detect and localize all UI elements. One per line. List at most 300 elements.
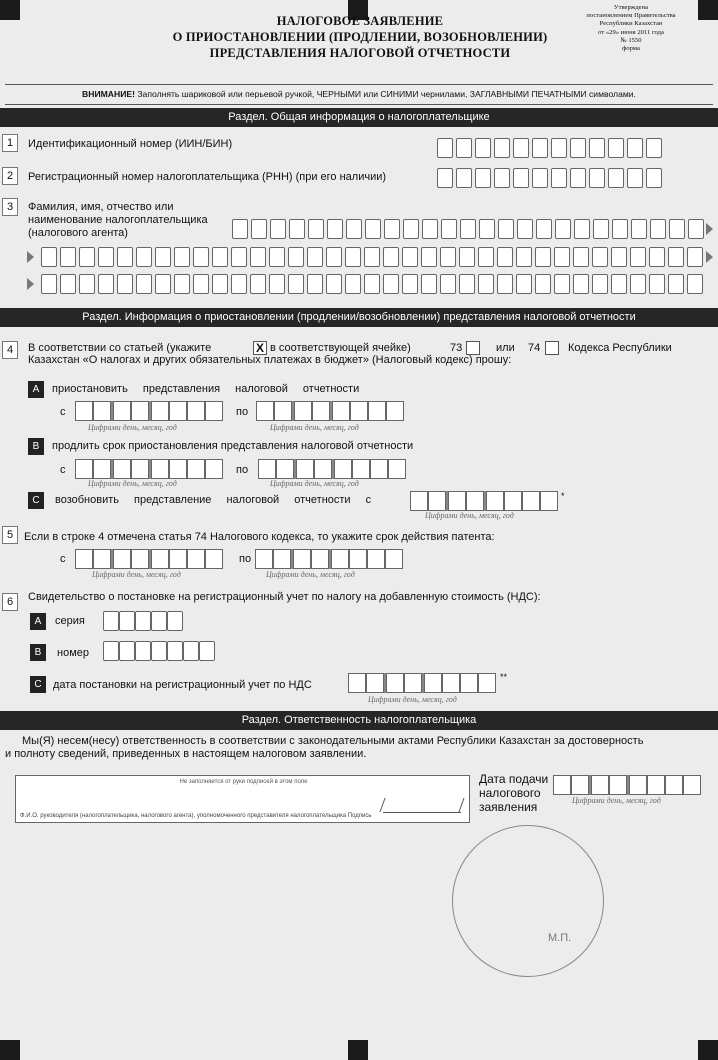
- section-suspension-header: Раздел. Информация о приостановлении (продлении/возобновлении) представления налоговой отчетности: [0, 308, 718, 327]
- date-digit-cell[interactable]: [312, 401, 330, 421]
- name-label-line: Фамилия, имя, отчество или: [28, 201, 174, 213]
- date-digit-cell[interactable]: [385, 549, 403, 569]
- date-digit-cell[interactable]: [350, 401, 368, 421]
- date-digit-cell[interactable]: [352, 459, 370, 479]
- date-digit-cell[interactable]: [442, 673, 460, 693]
- vat-number-input[interactable]: [103, 641, 215, 661]
- char-cell[interactable]: [402, 274, 418, 294]
- char-cell[interactable]: [326, 247, 342, 267]
- rnn-label: Регистрационный номер налогоплательщика (РНН) (при его наличии): [28, 171, 387, 183]
- article-text-c: Кодекса Республики: [568, 342, 672, 354]
- char-cell[interactable]: [174, 247, 190, 267]
- date-digit-cell[interactable]: [478, 673, 496, 693]
- date-digit-cell[interactable]: [504, 491, 522, 511]
- field-number: 1: [2, 134, 18, 152]
- corner-marker: [0, 0, 20, 20]
- signature-box[interactable]: [15, 775, 470, 823]
- notice-text: Заполнять шариковой или перьевой ручкой, ЧЕРНЫМИ или СИНИМИ чернилами, ЗАГЛАВНЫМИ ПЕЧАТНЫМИ символами.: [134, 89, 636, 99]
- extend-from-date[interactable]: [75, 459, 223, 479]
- char-cell[interactable]: [573, 247, 589, 267]
- date-digit-cell[interactable]: [113, 401, 131, 421]
- date-digit-cell[interactable]: [131, 401, 149, 421]
- section-responsibility-header: Раздел. Ответственность налогоплательщика: [0, 711, 718, 730]
- date-digit-cell[interactable]: [205, 459, 223, 479]
- char-cell[interactable]: [119, 641, 135, 661]
- char-cell[interactable]: [345, 247, 361, 267]
- char-cell[interactable]: [212, 247, 228, 267]
- field-number: 6: [2, 593, 18, 611]
- title-line: ПРЕДСТАВЛЕНИЯ НАЛОГОВОЙ ОТЧЕТНОСТИ: [209, 46, 511, 60]
- char-cell[interactable]: [98, 274, 114, 294]
- char-cell[interactable]: [478, 274, 494, 294]
- char-cell[interactable]: [570, 168, 586, 188]
- date-digit-cell[interactable]: [274, 401, 292, 421]
- approval-line: Республики Казахстан: [599, 20, 663, 28]
- date-digit-cell[interactable]: [151, 459, 169, 479]
- char-cell[interactable]: [307, 274, 323, 294]
- char-cell[interactable]: [421, 247, 437, 267]
- char-cell[interactable]: [231, 274, 247, 294]
- date-digit-cell[interactable]: [348, 673, 366, 693]
- date-digit-cell[interactable]: [258, 459, 276, 479]
- char-cell[interactable]: [668, 274, 684, 294]
- char-cell[interactable]: [403, 219, 419, 239]
- char-cell[interactable]: [421, 274, 437, 294]
- date-digit-cell[interactable]: [522, 491, 540, 511]
- date-digit-cell[interactable]: [169, 549, 187, 569]
- date-digit-cell[interactable]: [93, 401, 111, 421]
- char-cell[interactable]: [612, 219, 628, 239]
- corner-marker: [348, 1040, 368, 1060]
- from-label: с: [60, 464, 66, 476]
- date-hint: Цифрами день, месяц, год: [92, 570, 181, 579]
- to-label: по: [236, 464, 249, 476]
- char-cell[interactable]: [289, 219, 305, 239]
- char-cell[interactable]: [383, 274, 399, 294]
- char-cell[interactable]: [79, 274, 95, 294]
- char-cell[interactable]: [440, 247, 456, 267]
- char-cell[interactable]: [608, 168, 624, 188]
- option-letter: A: [28, 381, 44, 398]
- date-digit-cell[interactable]: [293, 549, 311, 569]
- to-label: по: [236, 406, 249, 418]
- char-cell[interactable]: [103, 611, 119, 631]
- char-cell[interactable]: [79, 247, 95, 267]
- char-cell[interactable]: [592, 247, 608, 267]
- submit-date-label: [479, 772, 548, 814]
- char-cell[interactable]: [345, 274, 361, 294]
- char-cell[interactable]: [117, 274, 133, 294]
- responsibility-text-2: и полноту сведений, приведенных в настоящем налоговом заявлении.: [5, 748, 367, 760]
- char-cell[interactable]: [475, 138, 491, 158]
- char-cell[interactable]: [384, 219, 400, 239]
- char-cell[interactable]: [307, 247, 323, 267]
- char-cell[interactable]: [554, 247, 570, 267]
- title-line: О ПРИОСТАНОВЛЕНИИ (ПРОДЛЕНИИ, ВОЗОБНОВЛЕНИИ): [172, 30, 548, 44]
- date-hint: Цифрами день, месяц, год: [572, 796, 661, 805]
- char-cell[interactable]: [630, 247, 646, 267]
- date-digit-cell[interactable]: [386, 401, 404, 421]
- name-input-row-2[interactable]: [41, 247, 706, 267]
- corner-marker: [698, 0, 718, 20]
- date-digit-cell[interactable]: [466, 491, 484, 511]
- char-cell[interactable]: [346, 219, 362, 239]
- char-cell[interactable]: [288, 247, 304, 267]
- char-cell[interactable]: [167, 641, 183, 661]
- stamp-label: М.П.: [548, 932, 572, 944]
- char-cell[interactable]: [494, 168, 510, 188]
- char-cell[interactable]: [574, 219, 590, 239]
- article-73-label: 73: [450, 342, 463, 354]
- char-cell[interactable]: [627, 138, 643, 158]
- date-digit-cell[interactable]: [296, 459, 314, 479]
- char-cell[interactable]: [193, 274, 209, 294]
- date-digit-cell[interactable]: [367, 549, 385, 569]
- slash-divider: [453, 798, 464, 812]
- approval-note: [568, 4, 694, 53]
- char-cell[interactable]: [167, 611, 183, 631]
- signature-line: [383, 812, 461, 813]
- char-cell[interactable]: [193, 247, 209, 267]
- article-text-line2: Казахстан «О налогах и других обязательных платежах в бюджет» (Налоговый кодекс) прошу:: [28, 354, 512, 366]
- char-cell[interactable]: [383, 247, 399, 267]
- char-cell[interactable]: [155, 247, 171, 267]
- char-cell[interactable]: [535, 247, 551, 267]
- char-cell[interactable]: [183, 641, 199, 661]
- patent-to-date[interactable]: [255, 549, 403, 569]
- char-cell[interactable]: [212, 274, 228, 294]
- date-hint: Цифрами день, месяц, год: [270, 423, 359, 432]
- char-cell[interactable]: [41, 274, 57, 294]
- suspend-label: приостановить представления налоговой отчетности: [52, 383, 360, 395]
- char-cell[interactable]: [103, 641, 119, 661]
- char-cell[interactable]: [151, 641, 167, 661]
- char-cell[interactable]: [117, 247, 133, 267]
- date-digit-cell[interactable]: [187, 459, 205, 479]
- date-digit-cell[interactable]: [428, 491, 446, 511]
- date-digit-cell[interactable]: [370, 459, 388, 479]
- from-label: с: [60, 406, 66, 418]
- date-digit-cell[interactable]: [113, 459, 131, 479]
- char-cell[interactable]: [478, 247, 494, 267]
- char-cell[interactable]: [60, 274, 76, 294]
- char-cell[interactable]: [513, 138, 529, 158]
- date-digit-cell[interactable]: [113, 549, 131, 569]
- date-digit-cell[interactable]: [205, 401, 223, 421]
- divider: [5, 104, 713, 105]
- date-digit-cell[interactable]: [93, 459, 111, 479]
- signature-caption: Ф.И.О. руководителя (налогоплательщика, налогового агента), уполномоченного представителя налогоплательщика Подпись: [20, 813, 372, 819]
- slash-divider: [368, 798, 385, 812]
- char-cell[interactable]: [326, 274, 342, 294]
- char-cell[interactable]: [437, 168, 453, 188]
- char-cell[interactable]: [250, 247, 266, 267]
- date-digit-cell[interactable]: [131, 549, 149, 569]
- option-letter: B: [30, 644, 46, 661]
- date-digit-cell[interactable]: [629, 775, 647, 795]
- corner-marker: [0, 1040, 20, 1060]
- date-digit-cell[interactable]: [255, 549, 273, 569]
- char-cell[interactable]: [497, 274, 513, 294]
- signature-box-note: Не заполняется от руки подписей в этом поле: [179, 779, 308, 785]
- char-cell[interactable]: [611, 274, 627, 294]
- char-cell[interactable]: [308, 219, 324, 239]
- date-digit-cell[interactable]: [609, 775, 627, 795]
- date-digit-cell[interactable]: [591, 775, 609, 795]
- char-cell[interactable]: [136, 247, 152, 267]
- char-cell[interactable]: [630, 274, 646, 294]
- date-digit-cell[interactable]: [169, 459, 187, 479]
- char-cell[interactable]: [440, 274, 456, 294]
- date-digit-cell[interactable]: [410, 491, 428, 511]
- char-cell[interactable]: [98, 247, 114, 267]
- char-cell[interactable]: [456, 138, 472, 158]
- date-digit-cell[interactable]: [486, 491, 504, 511]
- date-digit-cell[interactable]: [331, 549, 349, 569]
- char-cell[interactable]: [513, 168, 529, 188]
- char-cell[interactable]: [41, 247, 57, 267]
- article-example-checkbox: X: [253, 341, 267, 355]
- char-cell[interactable]: [646, 138, 662, 158]
- char-cell[interactable]: [608, 138, 624, 158]
- date-digit-cell[interactable]: [388, 459, 406, 479]
- date-digit-cell[interactable]: [334, 459, 352, 479]
- filling-notice: [0, 89, 718, 99]
- date-digit-cell[interactable]: [404, 673, 422, 693]
- submit-date-label-line: налогового: [479, 786, 541, 800]
- date-digit-cell[interactable]: [368, 401, 386, 421]
- char-cell[interactable]: [402, 247, 418, 267]
- article-text-b: в соответствующей ячейке): [270, 342, 411, 354]
- submit-date[interactable]: [553, 775, 701, 795]
- name-input-row-3[interactable]: [41, 274, 706, 294]
- date-digit-cell[interactable]: [311, 549, 329, 569]
- char-cell[interactable]: [516, 247, 532, 267]
- char-cell[interactable]: [532, 138, 548, 158]
- iin-label: Идентификационный номер (ИИН/БИН): [28, 138, 233, 150]
- char-cell[interactable]: [441, 219, 457, 239]
- responsibility-text-1: Мы(Я) несем(несу) ответственность в соответствии с законодательными актами Республики Казахстан за достоверность: [22, 735, 644, 747]
- char-cell[interactable]: [174, 274, 190, 294]
- extend-to-date[interactable]: [258, 459, 406, 479]
- article-74-label: 74: [528, 342, 541, 354]
- char-cell[interactable]: [517, 219, 533, 239]
- notice-bold: ВНИМАНИЕ!: [82, 89, 135, 99]
- article-73-checkbox[interactable]: [466, 341, 480, 355]
- extend-label: продлить срок приостановления представления налоговой отчетности: [52, 440, 414, 452]
- char-cell[interactable]: [475, 168, 491, 188]
- date-digit-cell[interactable]: [169, 401, 187, 421]
- char-cell[interactable]: [687, 274, 703, 294]
- field-number: 3: [2, 198, 18, 216]
- date-hint: Цифрами день, месяц, год: [88, 423, 177, 432]
- char-cell[interactable]: [460, 219, 476, 239]
- char-cell[interactable]: [250, 274, 266, 294]
- submit-date-label-line: заявления: [479, 800, 538, 814]
- char-cell[interactable]: [687, 247, 703, 267]
- date-digit-cell[interactable]: [93, 549, 111, 569]
- article-74-checkbox[interactable]: [545, 341, 559, 355]
- char-cell[interactable]: [554, 274, 570, 294]
- iin-input[interactable]: [437, 138, 665, 158]
- date-digit-cell[interactable]: [256, 401, 274, 421]
- name-label-line: наименование налогоплательщика: [28, 214, 208, 226]
- char-cell[interactable]: [288, 274, 304, 294]
- char-cell[interactable]: [135, 611, 151, 631]
- from-label: с: [60, 553, 66, 565]
- date-digit-cell[interactable]: [187, 549, 205, 569]
- date-digit-cell[interactable]: [75, 549, 93, 569]
- option-letter: C: [28, 492, 44, 509]
- char-cell[interactable]: [573, 274, 589, 294]
- char-cell[interactable]: [251, 219, 267, 239]
- char-cell[interactable]: [649, 247, 665, 267]
- continue-arrow-icon: [706, 251, 713, 263]
- date-digit-cell[interactable]: [151, 549, 169, 569]
- char-cell[interactable]: [60, 247, 76, 267]
- date-hint: Цифрами день, месяц, год: [88, 479, 177, 488]
- corner-marker: [698, 1040, 718, 1060]
- continue-arrow-icon: [27, 278, 34, 290]
- char-cell[interactable]: [611, 247, 627, 267]
- divider: [5, 84, 713, 85]
- char-cell[interactable]: [136, 274, 152, 294]
- vat-number-label: номер: [57, 647, 89, 659]
- date-digit-cell[interactable]: [647, 775, 665, 795]
- date-digit-cell[interactable]: [75, 459, 93, 479]
- date-digit-cell[interactable]: [540, 491, 558, 511]
- date-digit-cell[interactable]: [294, 401, 312, 421]
- char-cell[interactable]: [456, 168, 472, 188]
- vat-series-input[interactable]: [103, 611, 183, 631]
- date-digit-cell[interactable]: [665, 775, 683, 795]
- char-cell[interactable]: [151, 611, 167, 631]
- char-cell[interactable]: [422, 219, 438, 239]
- date-digit-cell[interactable]: [424, 673, 442, 693]
- option-letter: C: [30, 676, 46, 693]
- char-cell[interactable]: [570, 138, 586, 158]
- date-hint: Цифрами день, месяц, год: [368, 695, 457, 704]
- approval-line: Утверждена: [613, 4, 649, 11]
- rnn-input[interactable]: [437, 168, 665, 188]
- continue-arrow-icon: [27, 251, 34, 263]
- suspend-from-date[interactable]: [75, 401, 223, 421]
- option-letter: A: [30, 613, 46, 630]
- char-cell[interactable]: [119, 611, 135, 631]
- date-digit-cell[interactable]: [448, 491, 466, 511]
- char-cell[interactable]: [668, 247, 684, 267]
- char-cell[interactable]: [688, 219, 704, 239]
- char-cell[interactable]: [269, 274, 285, 294]
- char-cell[interactable]: [551, 138, 567, 158]
- suspend-to-date[interactable]: [256, 401, 404, 421]
- resume-date[interactable]: [410, 491, 558, 511]
- char-cell[interactable]: [649, 274, 665, 294]
- date-digit-cell[interactable]: [205, 549, 223, 569]
- title-line: НАЛОГОВОЕ ЗАЯВЛЕНИЕ: [276, 14, 444, 28]
- char-cell[interactable]: [232, 219, 248, 239]
- char-cell[interactable]: [551, 168, 567, 188]
- date-digit-cell[interactable]: [276, 459, 294, 479]
- date-digit-cell[interactable]: [683, 775, 701, 795]
- char-cell[interactable]: [365, 219, 381, 239]
- name-label: [28, 201, 208, 240]
- char-cell[interactable]: [459, 274, 475, 294]
- date-digit-cell[interactable]: [131, 459, 149, 479]
- date-digit-cell[interactable]: [366, 673, 384, 693]
- char-cell[interactable]: [269, 247, 285, 267]
- char-cell[interactable]: [631, 219, 647, 239]
- char-cell[interactable]: [646, 168, 662, 188]
- char-cell[interactable]: [536, 219, 552, 239]
- char-cell[interactable]: [535, 274, 551, 294]
- date-digit-cell[interactable]: [151, 401, 169, 421]
- char-cell[interactable]: [589, 138, 605, 158]
- date-digit-cell[interactable]: [349, 549, 367, 569]
- date-hint: Цифрами день, месяц, год: [266, 570, 355, 579]
- date-digit-cell[interactable]: [460, 673, 478, 693]
- char-cell[interactable]: [437, 138, 453, 158]
- date-digit-cell[interactable]: [553, 775, 571, 795]
- field-number: 5: [2, 526, 18, 544]
- approval-line: постановлением Правительства: [586, 12, 676, 20]
- char-cell[interactable]: [364, 274, 380, 294]
- char-cell[interactable]: [650, 219, 666, 239]
- footnote-stars: **: [500, 672, 508, 682]
- approval-line: форма: [622, 45, 640, 53]
- vat-label: Свидетельство о постановке на регистрационный учет по налогу на добавленную стоимость (НДС):: [28, 591, 541, 603]
- date-digit-cell[interactable]: [187, 401, 205, 421]
- char-cell[interactable]: [231, 247, 247, 267]
- char-cell[interactable]: [494, 138, 510, 158]
- char-cell[interactable]: [459, 247, 475, 267]
- char-cell[interactable]: [592, 274, 608, 294]
- resume-label: возобновить представление налоговой отчетности с: [55, 494, 372, 506]
- char-cell[interactable]: [155, 274, 171, 294]
- date-digit-cell[interactable]: [386, 673, 404, 693]
- option-letter: B: [28, 438, 44, 455]
- patent-from-date[interactable]: [75, 549, 223, 569]
- char-cell[interactable]: [516, 274, 532, 294]
- date-digit-cell[interactable]: [571, 775, 589, 795]
- date-digit-cell[interactable]: [273, 549, 291, 569]
- char-cell[interactable]: [497, 247, 513, 267]
- patent-label: Если в строке 4 отмечена статья 74 Налогового кодекса, то укажите срок действия патента:: [24, 531, 495, 543]
- char-cell[interactable]: [479, 219, 495, 239]
- vat-registration-date[interactable]: [348, 673, 496, 693]
- name-input-row-1[interactable]: [232, 219, 707, 239]
- char-cell[interactable]: [498, 219, 514, 239]
- char-cell[interactable]: [532, 168, 548, 188]
- article-text-a: В соответствии со статьей (укажите: [28, 342, 212, 354]
- char-cell[interactable]: [199, 641, 215, 661]
- date-digit-cell[interactable]: [332, 401, 350, 421]
- vat-series-label: серия: [55, 615, 85, 627]
- char-cell[interactable]: [589, 168, 605, 188]
- char-cell[interactable]: [364, 247, 380, 267]
- char-cell[interactable]: [327, 219, 343, 239]
- char-cell[interactable]: [270, 219, 286, 239]
- date-digit-cell[interactable]: [75, 401, 93, 421]
- submit-date-label-line: Дата подачи: [479, 772, 549, 786]
- char-cell[interactable]: [593, 219, 609, 239]
- char-cell[interactable]: [555, 219, 571, 239]
- char-cell[interactable]: [669, 219, 685, 239]
- continue-arrow-icon: [706, 223, 713, 235]
- char-cell[interactable]: [627, 168, 643, 188]
- date-digit-cell[interactable]: [314, 459, 332, 479]
- char-cell[interactable]: [135, 641, 151, 661]
